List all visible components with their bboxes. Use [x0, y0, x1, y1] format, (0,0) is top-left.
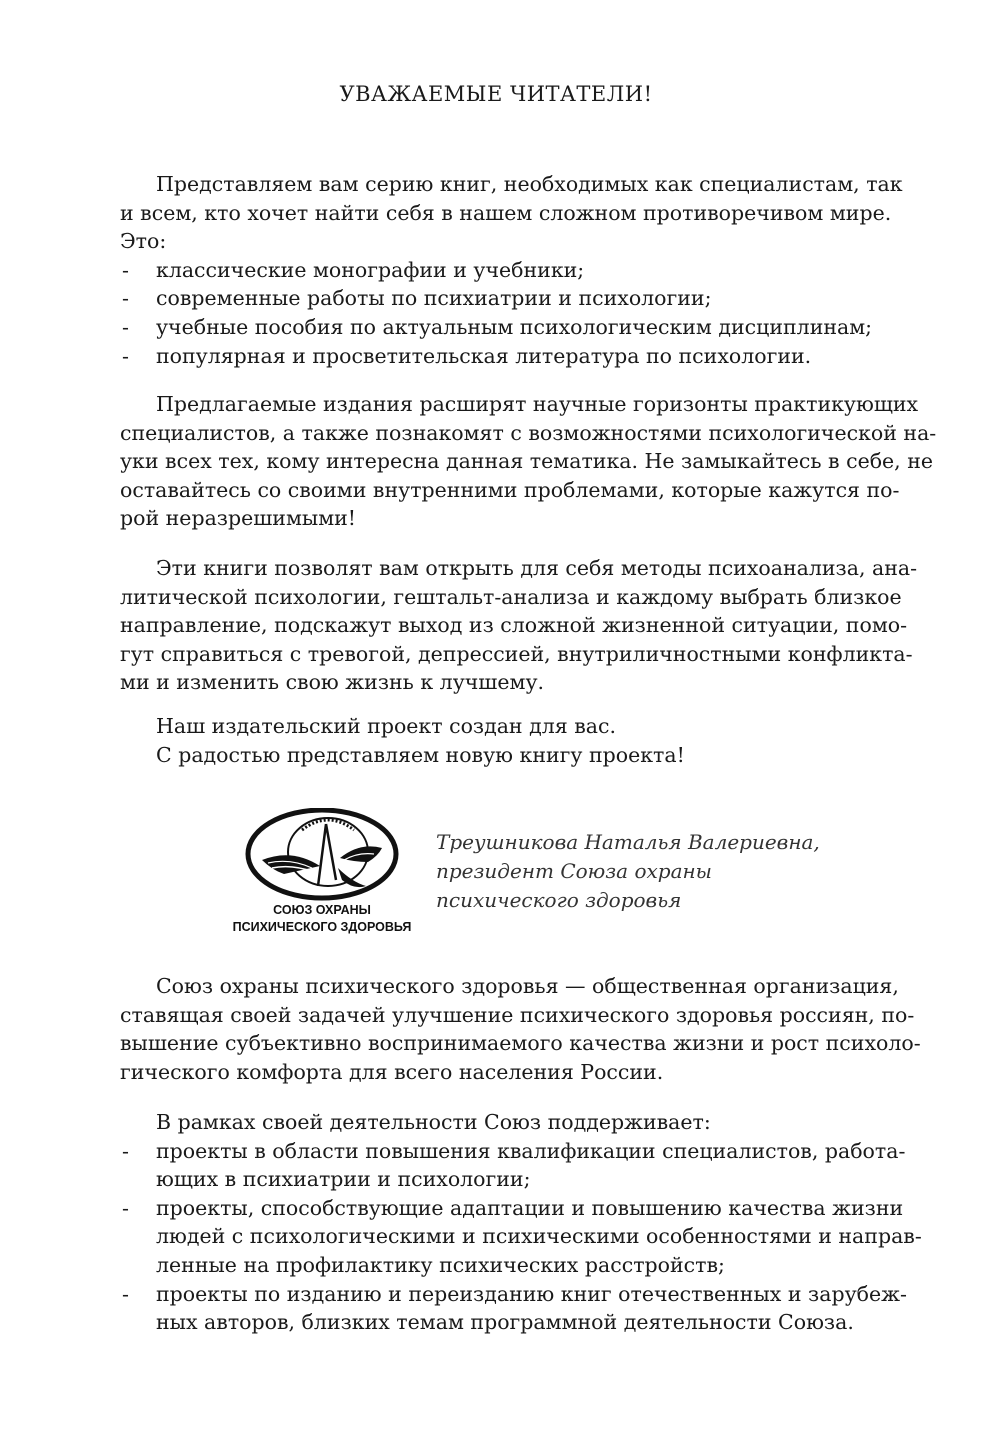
support-section [120, 1108, 922, 1337]
series-list [120, 256, 886, 370]
list-item: - современные работы по психиатрии и психологии; [120, 284, 886, 313]
closing-lines: Наш издательский проект создан для вас. С радостью представляем новую книгу проекта! [156, 714, 685, 767]
signature: Треушникова Наталья Валериевна, президент Союза охраны психического здоровья [436, 830, 820, 912]
list-item: - популярная и просветительская литература по психологии. [120, 342, 886, 371]
logo-caption: СОЮЗ ОХРАНЫ ПСИХИЧЕСКОГО ЗДОРОВЬЯ [232, 903, 412, 934]
intro-section [120, 170, 903, 370]
support-list [120, 1137, 922, 1337]
list-item: - учебные пособия по актуальным психологическим дисциплинам; [120, 313, 886, 342]
support-intro: В рамках своей деятельности Союз поддерживает: [156, 1110, 711, 1134]
list-item: - классические монографии и учебники; [120, 256, 886, 285]
list-item: - проекты в области повышения квалификации специалистов, работа- ющих в психиатрии и психологии; [120, 1137, 886, 1194]
list-item: - проекты по изданию и переизданию книг отечественных и зарубеж- ных авторов, близких темам программной деятельности Союза. [120, 1280, 886, 1337]
paragraph-editions: Предлагаемые издания расширят научные горизонты практикующих специалистов, а также познакомят с возможностями психологической на- уки всех тех, кому интересна данная тематика. Не замыкайтесь в себе, не оставайтесь со своими внутренними проблемами, которые кажутся по- рой неразрешимыми! [120, 392, 937, 531]
page-title: УВАЖАЕМЫЕ ЧИТАТЕЛИ! [339, 82, 653, 106]
list-item: - проекты, способствующие адаптации и повышению качества жизни людей с психологическими и психическими особенностями и направ- ленные на профилактику психических расстройств; [120, 1194, 886, 1280]
paragraph-methods: Эти книги позволят вам открыть для себя методы психоанализа, ана- литической психологии, гештальт-анализа и каждому выбрать близкое направление, подскажут выход из сложной жизненной ситуации, помо- гут справиться с тревогой, депрессией, внутриличностными конфликта- ми и изменить свою жизнь к лучшему. [120, 556, 918, 695]
intro-paragraph: Представляем вам серию книг, необходимых как специалистам, так и всем, кто хочет найти себя в нашем сложном противоречивом мире. Это: [120, 172, 903, 254]
paragraph-union: Союз охраны психического здоровья — общественная организация, ставящая своей задачей улучшение психического здоровья россиян, по- вышение субъективно воспринимаемого качества жизни и рост психоло- гического комфорта для всего населения России. [120, 974, 921, 1084]
